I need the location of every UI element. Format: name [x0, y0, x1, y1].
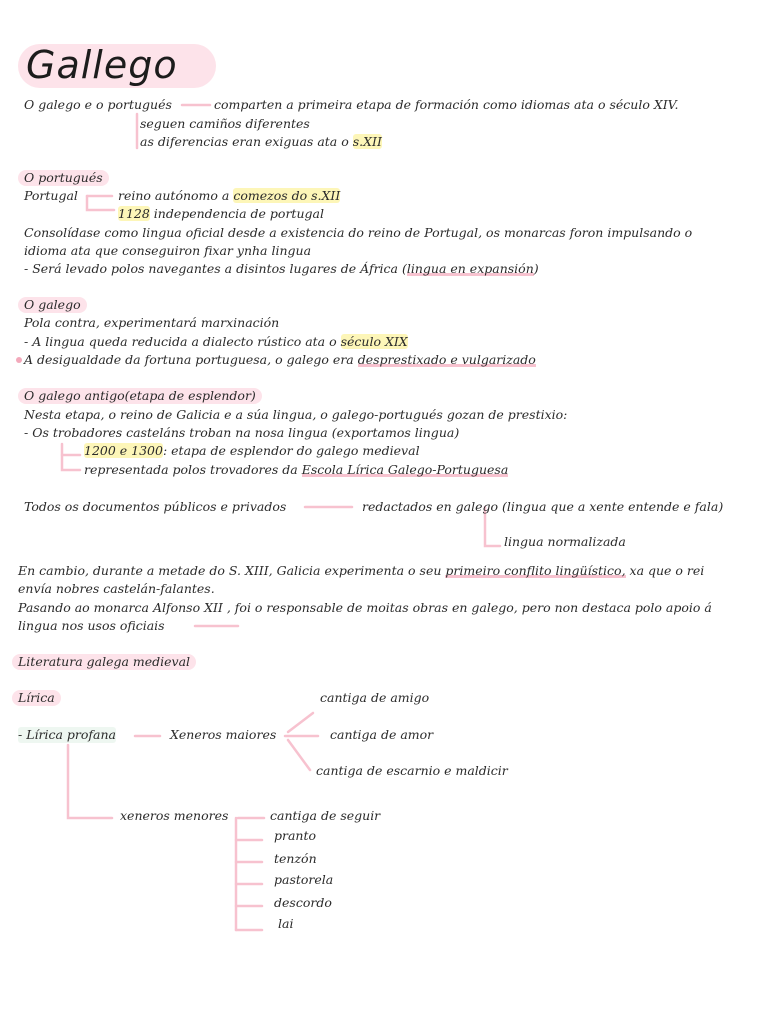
highlight-seculo-xix: século XIX — [340, 334, 408, 349]
maiores-item: cantiga de amor — [330, 727, 434, 742]
intro-line-2: seguen camiños diferentes — [140, 116, 310, 131]
antigo-line-1: Nesta etapa, o reino de Galicia e a súa lingua, o galego-portugués gozan de prestixio: — [24, 407, 568, 422]
section-heading-antigo: O galego antigo(etapa de esplendor) — [18, 388, 262, 404]
xeneros-maiores-label: Xeneros maiores — [170, 727, 277, 742]
menores-item: tenzón — [274, 851, 317, 866]
redactados-line: redactados en galego (lingua que a xente entende e fala) — [362, 499, 724, 514]
galego-line-2: - A lingua queda reducida a dialecto rústico ata o século XIX — [24, 334, 408, 349]
cambio-line-2: envía nobres castelán-falantes. — [18, 581, 215, 596]
menores-item: lai — [278, 916, 294, 931]
levado-line: - Será levado polos navegantes a disintos lugares de África (lingua en expansión) — [24, 261, 539, 276]
consolidase-line-1: Consolídase como lingua oficial desde a existencia do reino de Portugal, os monarcas foron impulsando o — [24, 225, 693, 240]
galego-line-1: Pola contra, experimentará marxinación — [24, 315, 280, 330]
underline-expansion: lingua en expansión — [406, 261, 534, 276]
menores-item: cantiga de seguir — [270, 808, 381, 823]
maiores-item: cantiga de escarnio e maldicir — [316, 763, 508, 778]
menores-item: descordo — [274, 895, 332, 910]
maiores-item: cantiga de amigo — [320, 690, 430, 705]
highlight-comezos: comezos do s.XII — [233, 188, 341, 203]
highlight-1128: 1128 — [118, 206, 150, 221]
consolidase-line-2: idioma ata que conseguiron fixar ynha lingua — [24, 243, 312, 258]
reino-line: reino autónomo a comezos do s.XII — [118, 188, 341, 203]
menores-item: pranto — [274, 828, 317, 843]
section-heading-literatura: Literatura galega medieval — [12, 654, 196, 670]
underline-escola: Escola Lírica Galego-Portuguesa — [301, 462, 509, 477]
antigo-line-2: - Os trobadores casteláns troban na nosa lingua (exportamos lingua) — [24, 425, 460, 440]
xeneros-menores-label: xeneros menores — [120, 808, 229, 823]
page-title: Gallego — [26, 43, 178, 87]
intro-line-1b: comparten a primeira etapa de formación como idiomas ata o século XIV. — [214, 97, 679, 112]
intro-subject: O galego e o portugués — [24, 97, 172, 112]
section-heading-galego: O galego — [18, 297, 87, 313]
menores-item: pastorela — [274, 872, 334, 887]
intro-line-3: as diferencias eran exiguas ata o s.XII — [140, 134, 382, 149]
antigo-representada-line: representada polos trovadores da Escola Lírica Galego-Portuguesa — [84, 462, 509, 477]
portugal-label: Portugal — [24, 188, 78, 203]
normalizada-line: lingua normalizada — [504, 534, 626, 549]
section-heading-portugues: O portugués — [18, 170, 109, 186]
underline-conflito: primeiro conflito lingüístico, — [445, 563, 626, 578]
independencia-line: 1128 independencia de portugal — [118, 206, 324, 221]
highlight-1200-1300: 1200 e 1300 — [84, 443, 163, 458]
cambio-line-1: En cambio, durante a metade do S. XIII, Galicia experimenta o seu primeiro conflito lingüístico, xa que o rei — [18, 563, 705, 578]
documentos-line: Todos os documentos públicos e privados — [24, 499, 287, 514]
bullet-dot — [16, 357, 22, 363]
highlight-sxii: s.XII — [352, 134, 382, 149]
antigo-years-line: 1200 e 1300: etapa de esplendor do galego medieval — [84, 443, 420, 458]
underline-desprestixado: desprestixado e vulgarizado — [357, 352, 536, 367]
lirica-label: Lírica — [12, 690, 61, 706]
lirica-profana-label: - Lírica profana — [18, 727, 116, 742]
intro-line-1 — [24, 97, 172, 113]
cambio-line-3: Pasando ao monarca Alfonso XII , foi o responsable de moitas obras en galego, pero non destaca polo apoio á — [18, 600, 712, 615]
cambio-line-4: lingua nos usos oficiais — [18, 618, 165, 633]
galego-line-3: A desigualdade da fortuna portuguesa, o galego era desprestixado e vulgarizado — [24, 352, 536, 367]
